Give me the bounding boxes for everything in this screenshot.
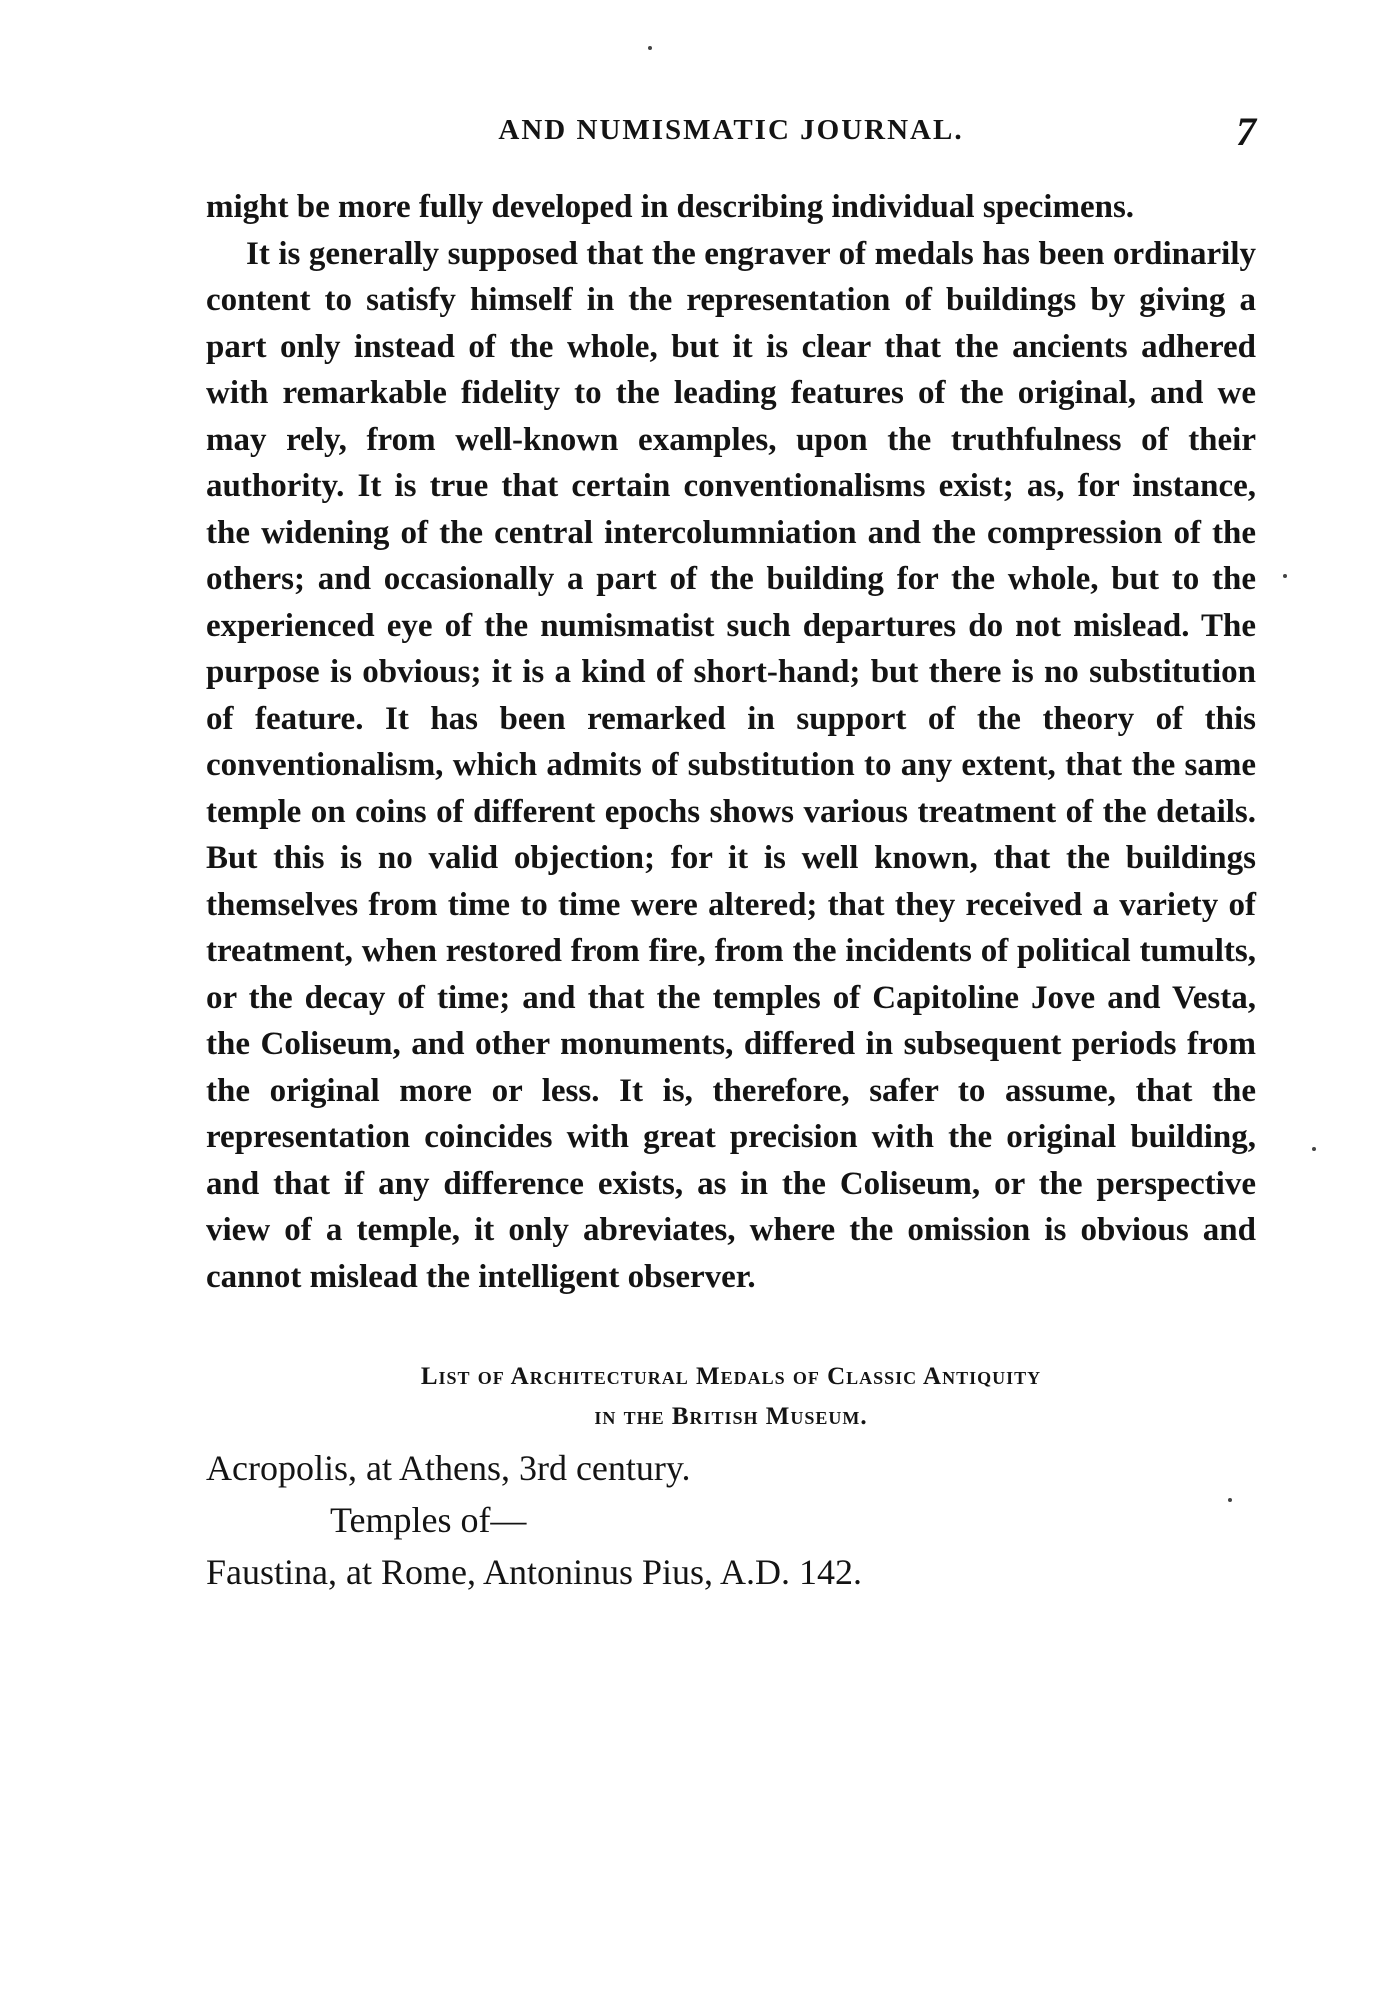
ink-speck [1283, 574, 1287, 578]
list-heading [206, 1357, 1256, 1437]
list-heading-line-1: List of Architectural Medals of Classic Antiquity [420, 1363, 1042, 1390]
list-subheading: Temples of— [330, 1500, 527, 1540]
page-number: 7 [1236, 109, 1256, 154]
paragraph-continuation: might be more fully developed in describing individual specimens. [206, 189, 1135, 225]
list-heading-line-2: in the British Museum. [594, 1403, 868, 1430]
paragraph-main: It is generally supposed that the engraver of medals has been ordinarily content to satisfy himself in the representation of buildings by giving a part only instead of the whole, but it is clear that the ancients adhered with remarkable fidelity to the leading features of the original, and we may rely, from well-known examples, upon the truthfulness of their authority. It is true that certain conventionalisms exist; as, for instance, the widening of the central intercolumniation and the compression of the others; and occasionally a part of the building for the whole, but to the experienced eye of the numismatist such departures do not mislead. The purpose is obvious; it is a kind of short-hand; but there is no substitution of feature. It has been remarked in support of the theory of this conventionalism, which admits of substitution to any extent, that the same temple on coins of different epochs shows various treatment of the details. But this is no valid objection; for it is well known, that the buildings themselves from time to time were altered; that they received a variety of treatment, when restored from fire, from the incidents of political tumults, or the decay of time; and that the temples of Capitoline Jove and Vesta, the Coliseum, and other monuments, differed in subsequent periods from the original more or less. It is, therefore, safer to assume, that the representation coincides with great precision with the original building, and that if any difference exists, as in the Coliseum, or the perspective view of a temple, it only abreviates, where the omission is obvious and cannot mislead the intelligent observer. [206, 235, 1256, 1295]
page-header [206, 108, 1256, 156]
list-item: Faustina, at Rome, Antoninus Pius, A.D. 142. [206, 1552, 863, 1592]
running-head: AND NUMISMATIC JOURNAL. [498, 114, 964, 146]
ink-speck [1312, 1147, 1316, 1151]
body-text [206, 184, 1256, 1300]
medal-list [206, 1442, 1256, 1598]
ink-speck [648, 46, 652, 50]
list-item: Acropolis, at Athens, 3rd century. [206, 1448, 691, 1488]
